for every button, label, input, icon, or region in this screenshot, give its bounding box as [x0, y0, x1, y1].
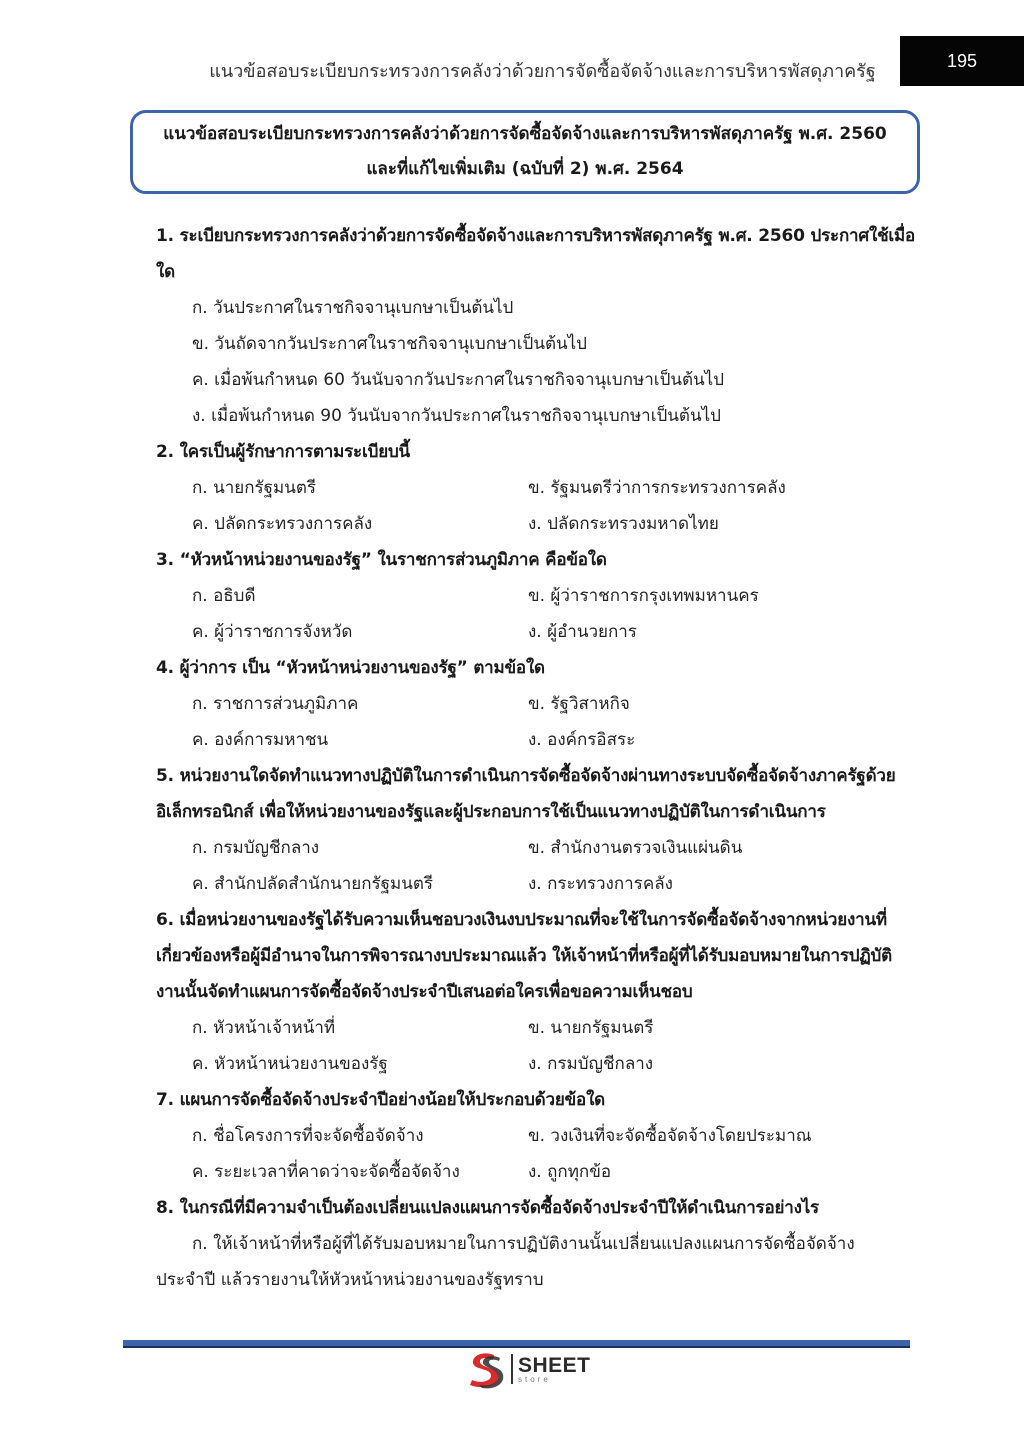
option-5c: ค. สำนักปลัดสำนักนายกรัฐมนตรี — [192, 874, 434, 894]
option-row — [156, 830, 916, 866]
option-6c: ค. หัวหน้าหน่วยงานของรัฐ — [192, 1054, 388, 1074]
option-3d: ง. ผู้อำนวยการ — [528, 622, 637, 642]
question-5: 5. หน่วยงานใดจัดทำแนวทางปฏิบัติในการดำเนินการจัดซื้อจัดจ้างผ่านทางระบบจัดซื้อจัดจ้างภาครัฐด้วยอิเล็กทรอนิกส์ เพื่อให้หน่วยงานของรัฐและผู้ประกอบการใช้เป็นแนวทางปฏิบัติในการดำเนินการ — [156, 766, 896, 822]
running-header-title: แนวข้อสอบระเบียบกระทรวงการคลังว่าด้วยการจัดซื้อจัดจ้างและการบริหารพัสดุภาครัฐ — [209, 61, 876, 82]
document-title-box — [130, 110, 920, 194]
question-2: 2. ใครเป็นผู้รักษาการตามระเบียบนี้ — [156, 442, 410, 462]
question-list — [156, 218, 916, 1298]
question-6: 6. เมื่อหน่วยงานของรัฐได้รับความเห็นชอบวงเงินงบประมาณที่จะใช้ในการจัดซื้อจัดจ้างจากหน่วยงานที่เกี่ยวข้องหรือผู้มีอำนาจในการพิจารณางบประมาณแล้ว ให้เจ้าหน้าที่หรือผู้ที่ได้รับมอบหมายในการปฏิบัติงานนั้นจัดทำแผนการจัดซื้อจัดจ้างประจำปีเสนอต่อใครเพื่อขอความเห็นชอบ — [156, 910, 892, 1002]
option-row — [156, 686, 916, 722]
option-4c: ค. องค์การมหาชน — [192, 730, 329, 750]
logo-subtext: store — [518, 1374, 551, 1384]
option-7c: ค. ระยะเวลาที่คาดว่าจะจัดซื้อจัดจ้าง — [192, 1162, 460, 1182]
option-4b: ข. รัฐวิสาหกิจ — [528, 694, 630, 714]
question-4: 4. ผู้ว่าการ เป็น “หัวหน้าหน่วยงานของรัฐ” ตามข้อใด — [156, 658, 545, 678]
option-3c: ค. ผู้ว่าราชการจังหวัด — [192, 622, 353, 642]
option-row — [156, 866, 916, 902]
option-row — [156, 1010, 916, 1046]
document-title-line-2: และที่แก้ไขเพิ่มเติม (ฉบับที่ 2) พ.ศ. 2564 — [366, 159, 684, 179]
option-3b: ข. ผู้ว่าราชการกรุงเทพมหานคร — [528, 586, 759, 606]
option-7d: ง. ถูกทุกข้อ — [528, 1162, 612, 1182]
page-number: 195 — [946, 50, 978, 71]
option-2b: ข. รัฐมนตรีว่าการกระทรวงการคลัง — [528, 478, 786, 498]
option-2c: ค. ปลัดกระทรวงการคลัง — [192, 514, 373, 534]
sheet-store-logo — [464, 1349, 591, 1389]
option-6d: ง. กรมบัญชีกลาง — [528, 1054, 654, 1074]
option-4d: ง. องค์กรอิสระ — [528, 730, 636, 750]
sheet-store-logo-icon — [464, 1349, 508, 1389]
option-5a: ก. กรมบัญชีกลาง — [192, 838, 320, 858]
question-1: 1. ระเบียบกระทรวงการคลังว่าด้วยการจัดซื้อจัดจ้างและการบริหารพัสดุภาครัฐ พ.ศ. 2560 ประกาศใช้เมื่อใด — [156, 226, 916, 282]
option-1a: ก. วันประกาศในราชกิจจานุเบกษาเป็นต้นไป — [192, 298, 514, 318]
option-row — [156, 1154, 916, 1190]
option-6b: ข. นายกรัฐมนตรี — [528, 1018, 654, 1038]
option-row — [156, 1118, 916, 1154]
option-row — [156, 470, 916, 506]
option-1c: ค. เมื่อพ้นกำหนด 60 วันนับจากวันประกาศในราชกิจจานุเบกษาเป็นต้นไป — [192, 370, 724, 390]
logo-text — [518, 1355, 591, 1384]
footer-divider — [123, 1340, 910, 1348]
option-row — [156, 326, 916, 362]
option-7b: ข. วงเงินที่จะจัดซื้อจัดจ้างโดยประมาณ — [528, 1126, 812, 1146]
logo-word: SHEET — [518, 1353, 591, 1377]
question-8: 8. ในกรณีที่มีความจำเป็นต้องเปลี่ยนแปลงแผนการจัดซื้อจัดจ้างประจำปีให้ดำเนินการอย่างไร — [156, 1198, 819, 1218]
page-number-badge — [900, 36, 1024, 86]
option-row — [156, 578, 916, 614]
document-title-line-1: แนวข้อสอบระเบียบกระทรวงการคลังว่าด้วยการจัดซื้อจัดจ้างและการบริหารพัสดุภาครัฐ พ.ศ. 2560 — [163, 124, 887, 144]
option-1b: ข. วันถัดจากวันประกาศในราชกิจจานุเบกษาเป็นต้นไป — [192, 334, 587, 354]
option-8a-line-1: ก. ให้เจ้าหน้าที่หรือผู้ที่ได้รับมอบหมายในการปฏิบัติงานนั้นเปลี่ยนแปลงแผนการจัดซื้อจัดจ้าง — [192, 1234, 855, 1254]
option-2a: ก. นายกรัฐมนตรี — [192, 478, 317, 498]
logo-divider — [511, 1354, 513, 1384]
option-1d: ง. เมื่อพ้นกำหนด 90 วันนับจากวันประกาศในราชกิจจานุเบกษาเป็นต้นไป — [192, 406, 721, 426]
option-8a-line-2: ประจำปี แล้วรายงานให้หัวหน้าหน่วยงานของรัฐทราบ — [156, 1270, 544, 1290]
question-3: 3. “หัวหน้าหน่วยงานของรัฐ” ในราชการส่วนภูมิภาค คือข้อใด — [156, 550, 607, 570]
option-row — [156, 506, 916, 542]
option-3a: ก. อธิบดี — [192, 586, 256, 606]
option-5d: ง. กระทรวงการคลัง — [528, 874, 673, 894]
option-6a: ก. หัวหน้าเจ้าหน้าที่ — [192, 1018, 336, 1038]
option-4a: ก. ราชการส่วนภูมิภาค — [192, 694, 359, 714]
option-row — [156, 290, 916, 326]
option-5b: ข. สำนักงานตรวจเงินแผ่นดิน — [528, 838, 743, 858]
option-2d: ง. ปลัดกระทรวงมหาดไทย — [528, 514, 719, 534]
option-row — [156, 722, 916, 758]
option-7a: ก. ชื่อโครงการที่จะจัดซื้อจัดจ้าง — [192, 1126, 424, 1146]
question-7: 7. แผนการจัดซื้อจัดจ้างประจำปีอย่างน้อยให้ประกอบด้วยข้อใด — [156, 1090, 606, 1110]
option-row — [156, 614, 916, 650]
option-row — [156, 1046, 916, 1082]
option-row — [156, 398, 916, 434]
option-row — [156, 362, 916, 398]
